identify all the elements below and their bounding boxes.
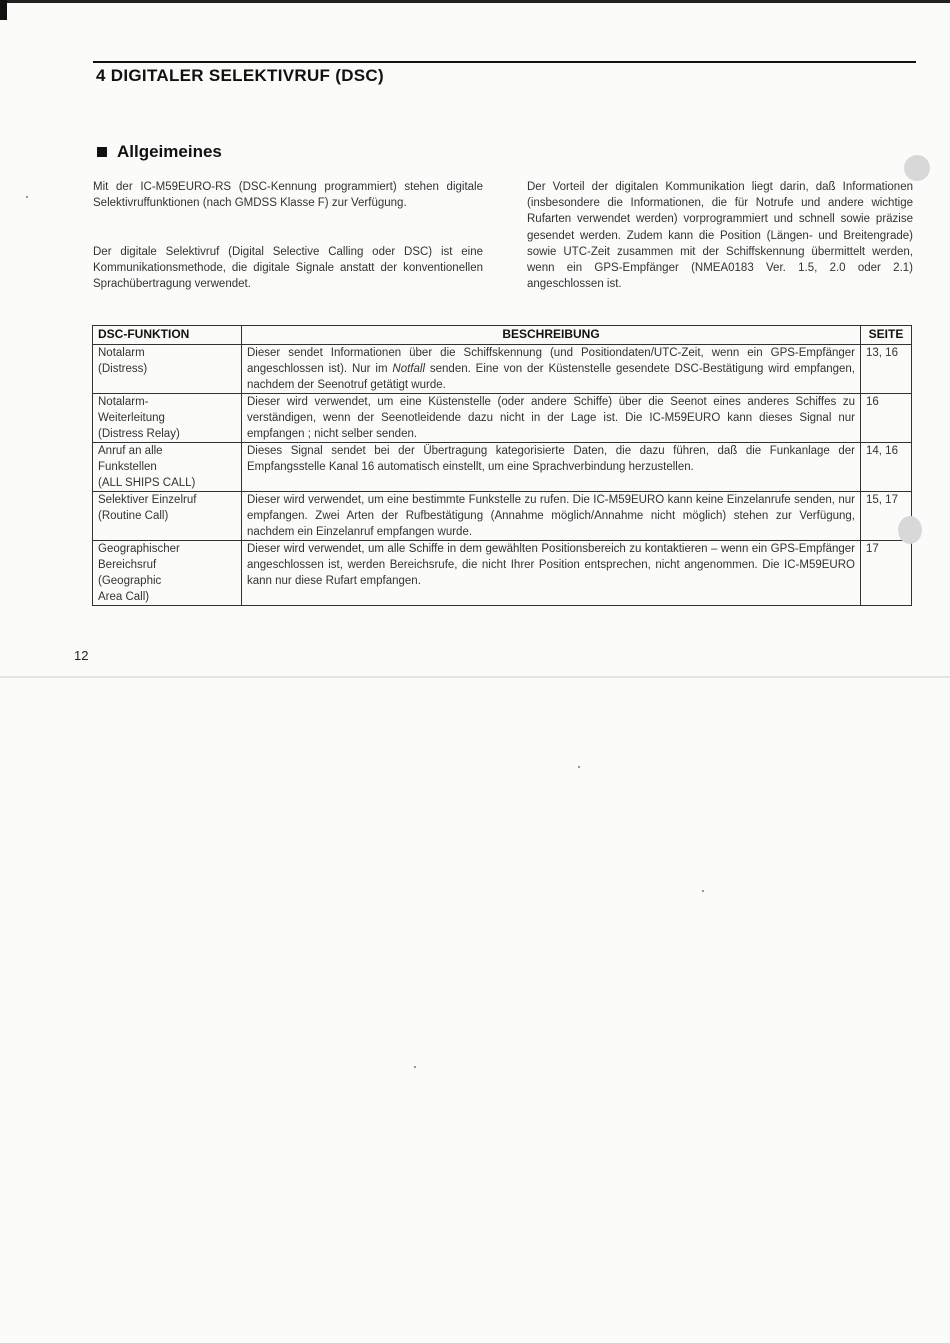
function-line: (ALL SHIPS CALL) xyxy=(98,477,196,489)
page-cell: 16 xyxy=(861,394,912,443)
description-cell xyxy=(242,541,861,606)
page-cell: 13, 16 xyxy=(861,345,912,394)
function-line: (Distress) xyxy=(98,363,148,375)
function-line: (Routine Call) xyxy=(98,510,169,522)
function-line: Bereichsruf xyxy=(98,559,157,571)
function-line: (Geographic xyxy=(98,575,162,587)
chapter-title xyxy=(96,66,384,86)
description-cell xyxy=(242,394,861,443)
function-line: Notalarm xyxy=(98,347,145,359)
chapter-rule xyxy=(93,61,916,63)
table-row xyxy=(93,492,912,541)
scan-top-edge xyxy=(0,0,950,3)
description-text: Dieser sendet Informationen über die Schiffskennung (und Positiondaten/UTC-Zeit, wenn ein GPS-Empfänger angeschlossen ist). Nur im xyxy=(247,347,855,375)
description-cell xyxy=(242,345,861,394)
punch-hole-shadow xyxy=(904,155,930,181)
black-square-icon xyxy=(97,147,107,157)
description-text: Notfall xyxy=(392,363,426,375)
intro-paragraph-3: Der Vorteil der digitalen Kommunikation liegt darin, daß Informationen (insbesondere die Informationen, die für Notrufe und andere wichtige Rufarten verwendet werden) vorprogrammiert und schnell sowie präzise gesendet werden. Zudem kann die Position (Längen- und Breitengrade) sowie UTC-Zeit zusammen mit der Schiffskennung übermittelt werden, wenn ein GPS-Empfänger (NMEA0183 Ver. 1.5, 2.0 oder 2.1) angeschlossen ist. xyxy=(527,181,913,291)
section-heading xyxy=(97,142,222,162)
description-text: Dieses Signal sendet bei der Übertragung kategorisierte Daten, die dazu führen, daß die Funkanlage der Empfangsstelle Kanal 16 automatisch einstellt, um eine Sprachverbindung herzustellen. xyxy=(247,445,855,473)
description-text: Dieser wird verwendet, um eine bestimmte Funkstelle zu rufen. Die IC-M59EURO kann keine Einzelanrufe senden, nur empfangen. Zwei Arten der Rufbestätigung (Annahme möglich/Annahme nicht möglich) stehen zur Verfügung, nachdem ein Einzelanruf empfangen wurde. xyxy=(247,494,855,538)
punch-hole-shadow xyxy=(898,516,922,544)
function-cell xyxy=(93,345,242,394)
function-line: Area Call) xyxy=(98,591,150,603)
intro-paragraph-2: Der digitale Selektivruf (Digital Selective Calling oder DSC) ist eine Kommunikationsmethode, die digitale Signale anstatt der konventionellen Sprachübertragung verwendet. xyxy=(93,246,483,291)
table-row xyxy=(93,394,912,443)
page-cell: 14, 16 xyxy=(861,443,912,492)
function-line: Notalarm- xyxy=(98,396,149,408)
scan-fold-line xyxy=(0,676,950,678)
function-line: Anruf an alle xyxy=(98,445,163,457)
section-title: Allgeimeines xyxy=(117,142,222,161)
function-line: Funkstellen xyxy=(98,461,157,473)
scan-speck xyxy=(702,890,704,892)
function-cell xyxy=(93,541,242,606)
function-line: Weiterleitung xyxy=(98,412,165,424)
function-line: Geographischer xyxy=(98,543,180,555)
intro-paragraph-1: Mit der IC-M59EURO-RS (DSC-Kennung programmiert) stehen digitale Selektivruffunktionen (nach GMDSS Klasse F) zur Verfügung. xyxy=(93,181,483,210)
function-cell xyxy=(93,394,242,443)
chapter-number: 4 xyxy=(96,66,106,85)
chapter-title-text: DIGITALER SELEKTIVRUF (DSC) xyxy=(110,66,384,85)
description-cell xyxy=(242,492,861,541)
function-cell xyxy=(93,492,242,541)
function-line: Selektiver Einzelruf xyxy=(98,494,197,506)
page-number: 12 xyxy=(74,648,89,663)
header-page: SEITE xyxy=(861,326,912,345)
scan-speck xyxy=(414,1066,416,1068)
header-function: DSC-FUNKTION xyxy=(93,326,242,345)
table-row xyxy=(93,443,912,492)
page-cell: 17 xyxy=(861,541,912,606)
scan-speck xyxy=(578,766,580,768)
header-description: BESCHREIBUNG xyxy=(242,326,861,345)
table-row xyxy=(93,541,912,606)
description-text: Dieser wird verwendet, um alle Schiffe in dem gewählten Positionsbereich zu kontaktieren – wenn ein GPS-Empfänger angeschlossen ist, werden Bereichsrufe, die nicht Ihrer Position entsprechen, nicht angenommen. Die IC-M59EURO kann nur diese Rufart empfangen. xyxy=(247,543,855,587)
page-cell: 15, 17 xyxy=(861,492,912,541)
function-line: (Distress Relay) xyxy=(98,428,180,440)
scan-left-mark xyxy=(0,0,7,20)
description-cell xyxy=(242,443,861,492)
description-text: Dieser wird verwendet, um eine Küstenstelle (oder andere Schiffe) über die Seenot eines anderes Schiffes zu verständigen, wenn der Seenotleidende dazu nicht in der Lage ist. Die IC-M59EURO kann dieses Signal nur empfangen ; nicht selber senden. xyxy=(247,396,855,440)
table-row xyxy=(93,345,912,394)
function-cell xyxy=(93,443,242,492)
table-header-row xyxy=(93,326,912,345)
dsc-function-table xyxy=(92,325,912,606)
scan-speck xyxy=(26,196,28,198)
description-text: senden. Eine von der Küstenstelle gesendete DSC-Bestätigung wird empfangen, nachdem der Seenotruf getätigt wurde. xyxy=(247,363,855,391)
